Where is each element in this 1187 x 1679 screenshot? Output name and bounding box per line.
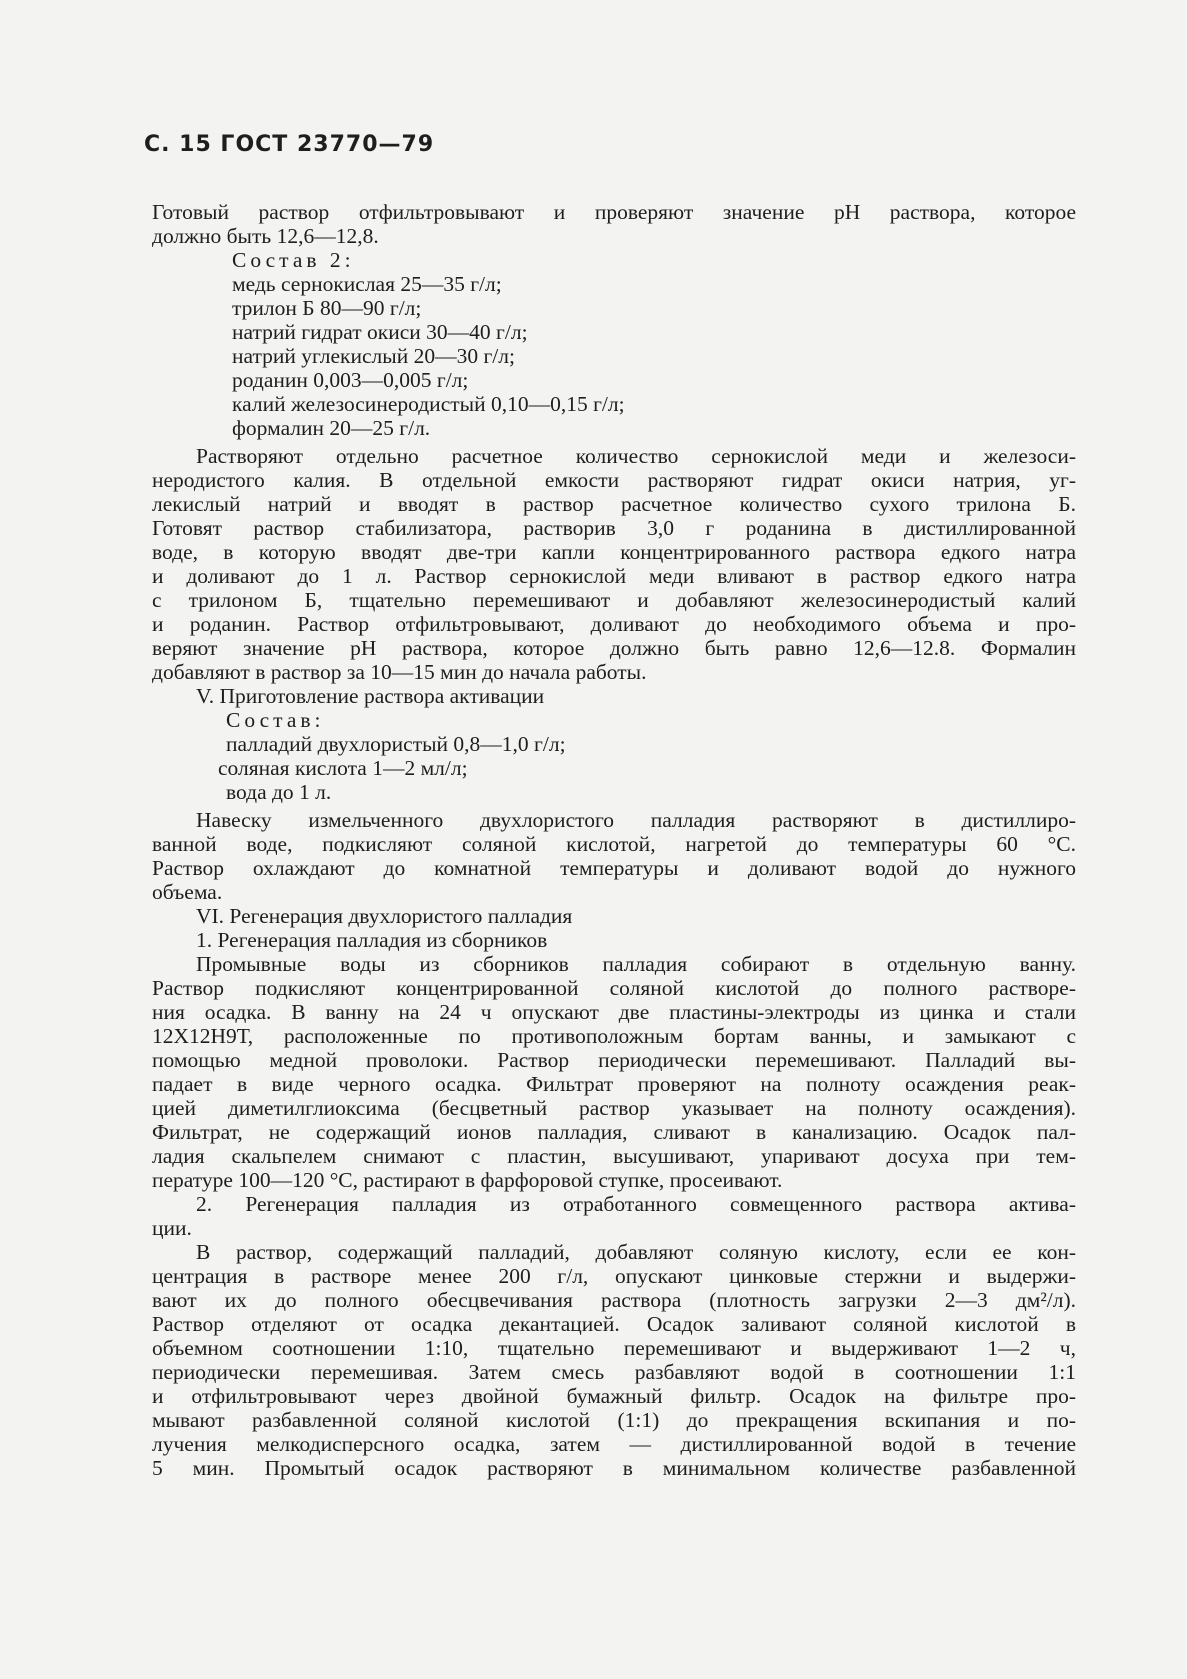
text-line: мывают разбавленной соляной кислотой (1:1) до прекращения вскипания и по- <box>152 1408 1076 1432</box>
text-line: VI. Регенерация двухлористого палладия <box>196 904 573 928</box>
text-line: В раствор, содержащий палладий, добавляют соляную кислоту, если ее кон- <box>196 1240 1076 1264</box>
text-line: веряют значение рН раствора, которое должно быть равно 12,6—12.8. Формалин <box>152 636 1076 660</box>
text-line: неродистого калия. В отдельной емкости растворяют гидрат окиси натрия, уг- <box>152 468 1076 492</box>
document-body <box>152 200 1076 1480</box>
text-line: ванной воде, подкисляют соляной кислотой, нагретой до температуры 60 °С. <box>152 832 1076 856</box>
text-line: Раствор отделяют от осадка декантацией. Осадок заливают соляной кислотой в <box>152 1312 1076 1336</box>
text-line: натрий гидрат окиси 30—40 г/л; <box>232 320 528 344</box>
text-line: трилон Б 80—90 г/л; <box>232 296 422 320</box>
text-line: Раствор подкисляют концентрированной соляной кислотой до полного растворе- <box>152 976 1076 1000</box>
text-line: 12Х12Н9Т, расположенные по противоположным бортам ванны, и замыкают с <box>152 1024 1076 1048</box>
text-line: Фильтрат, не содержащий ионов палладия, сливают в канализацию. Осадок пал- <box>152 1120 1076 1144</box>
text-line: с трилоном Б, тщательно перемешивают и добавляют железосинеродистый калий <box>152 588 1076 612</box>
text-line: и отфильтровывают через двойной бумажный фильтр. Осадок на фильтре про- <box>152 1384 1076 1408</box>
text-line: натрий углекислый 20—30 г/л; <box>232 344 515 368</box>
text-line: цией диметилглиоксима (бесцветный раствор указывает на полноту осаждения). <box>152 1096 1076 1120</box>
text-line: V. Приготовление раствора активации <box>196 684 545 708</box>
text-line: Состав: <box>226 708 325 732</box>
text-line: Готовят раствор стабилизатора, растворив 3,0 г роданина в дистиллированной <box>152 516 1076 540</box>
text-line: периодически перемешивая. Затем смесь разбавляют водой в соотношении 1:1 <box>152 1360 1076 1384</box>
text-line: роданин 0,003—0,005 г/л; <box>232 368 469 392</box>
text-line: центрация в растворе менее 200 г/л, опускают цинковые стержни и выдержи- <box>152 1264 1076 1288</box>
text-line: вода до 1 л. <box>226 780 332 804</box>
text-line: падает в виде черного осадка. Фильтрат проверяют на полноту осаждения реак- <box>152 1072 1076 1096</box>
text-line: объема. <box>152 880 223 904</box>
text-line: Раствор охлаждают до комнатной температуры и доливают водой до нужного <box>152 856 1076 880</box>
text-line: соляная кислота 1—2 мл/л; <box>218 756 468 780</box>
text-line: формалин 20—25 г/л. <box>232 416 431 440</box>
text-line: Промывные воды из сборников палладия собирают в отдельную ванну. <box>196 952 1076 976</box>
text-line: 5 мин. Промытый осадок растворяют в минимальном количестве разбавленной <box>152 1456 1076 1480</box>
text-line: ладия скальпелем снимают с пластин, высушивают, упаривают досуха при тем- <box>152 1144 1076 1168</box>
text-line: пературе 100—120 °С, растирают в фарфоровой ступке, просеивают. <box>152 1168 783 1192</box>
text-line: Навеску измельченного двухлористого палладия растворяют в дистиллиро- <box>196 808 1076 832</box>
text-line: медь сернокислая 25—35 г/л; <box>232 272 502 296</box>
text-line: Готовый раствор отфильтровывают и проверяют значение рН раствора, которое <box>152 200 1076 224</box>
text-line: 1. Регенерация палладия из сборников <box>196 928 548 952</box>
text-line: и доливают до 1 л. Раствор сернокислой меди вливают в раствор едкого натра <box>152 564 1076 588</box>
text-line: вают их до полного обесцвечивания раствора (плотность загрузки 2—3 дм²/л). <box>152 1288 1076 1312</box>
text-line: и роданин. Раствор отфильтровывают, доливают до необходимого объема и про- <box>152 612 1076 636</box>
text-line: добавляют в раствор за 10—15 мин до начала работы. <box>152 660 647 684</box>
text-line: Состав 2: <box>232 248 355 272</box>
text-line: должно быть 12,6—12,8. <box>152 224 379 248</box>
text-line: лучения мелкодисперсного осадка, затем — дистиллированной водой в течение <box>152 1432 1076 1456</box>
text-line: объемном соотношении 1:10, тщательно перемешивают и выдерживают 1—2 ч, <box>152 1336 1076 1360</box>
text-line: 2. Регенерация палладия из отработанного совмещенного раствора актива- <box>196 1192 1076 1216</box>
page-header: С. 15 ГОСТ 23770—79 <box>144 132 435 157</box>
text-line: калий железосинеродистый 0,10—0,15 г/л; <box>232 392 625 416</box>
text-line: лекислый натрий и вводят в раствор расчетное количество сухого трилона Б. <box>152 492 1076 516</box>
text-line: ния осадка. В ванну на 24 ч опускают две пластины-электроды из цинка и стали <box>152 1000 1076 1024</box>
text-line: помощью медной проволоки. Раствор периодически перемешивают. Палладий вы- <box>152 1048 1076 1072</box>
text-line: воде, в которую вводят две-три капли концентрированного раствора едкого натра <box>152 540 1076 564</box>
text-line: Растворяют отдельно расчетное количество сернокислой меди и железоси- <box>196 444 1076 468</box>
text-line: ции. <box>152 1216 192 1240</box>
text-line: палладий двухлористый 0,8—1,0 г/л; <box>226 732 566 756</box>
